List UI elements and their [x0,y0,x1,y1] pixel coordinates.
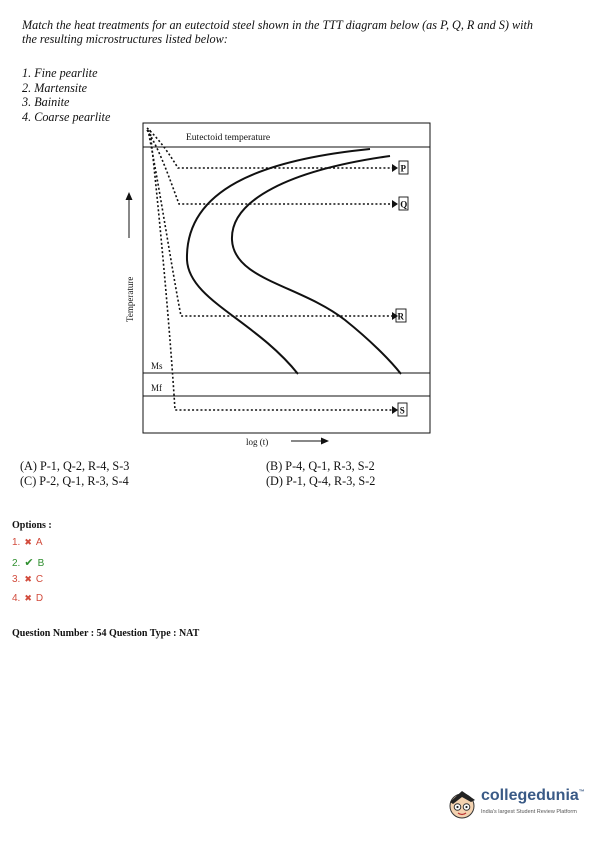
option-letter: C [35,574,44,585]
arrowhead-s [392,406,398,414]
option-item-a[interactable] [12,537,43,548]
choice-c: (C) P-2, Q-1, R-3, S-4 [20,474,129,488]
svg-text:S: S [399,405,405,416]
collegedunia-logo[interactable] [445,785,585,825]
option-letter: D [35,593,44,604]
cooling-path-s [150,130,392,410]
finish-curve [232,156,401,374]
path-label-r [396,309,406,322]
mf-label: Mf [151,383,162,393]
svg-text:Q: Q [400,199,408,210]
option-letter: A [35,537,43,548]
check-icon: ✔ [24,557,34,569]
svg-text:P: P [400,163,406,174]
arrowhead-q [392,200,398,208]
ms-label: Ms [151,361,163,371]
list-item: 4. Coarse pearlite [22,109,111,124]
cooling-path-r [148,130,392,316]
list-item: 1. Fine pearlite [22,66,98,80]
path-label-q [399,197,408,210]
choice-b: (B) P-4, Q-1, R-3, S-2 [266,459,375,473]
list-item: 3. Bainite [22,95,70,109]
start-curve [187,149,370,374]
option-number: 1. [12,537,21,548]
option-item-d[interactable] [12,593,43,604]
option-number: 4. [12,593,21,604]
eutectoid-label: Eutectoid temperature [186,133,271,143]
y-axis-label: Temperature [125,276,135,322]
svg-text:R: R [397,311,404,322]
arrowhead-p [392,164,398,172]
option-letter: B [37,558,45,569]
option-item-b[interactable] [12,556,44,569]
question-text: Match the heat treatments for an eutectoid steel shown in the TTT diagram below (as P, Q, R and S) with the resulting microstructures listed below: [22,18,533,46]
path-label-p [399,161,408,174]
question-info: Question Number : 54 Question Type : NAT [12,628,200,639]
cross-icon: ✖ [24,593,32,603]
list-item: 2. Martensite [22,80,87,95]
path-label-s [398,403,407,416]
choice-d: (D) P-1, Q-4, R-3, S-2 [266,474,376,488]
logo-text: collegedunia™ [481,787,585,804]
options-title: Options : [12,520,52,531]
option-item-c[interactable] [12,574,43,585]
logo-tagline: India's largest Student Review Platform [481,809,577,815]
mascot-icon [445,787,479,821]
x-axis-label: log (t) [246,437,269,447]
cross-icon: ✖ [24,574,32,584]
choice-a: (A) P-1, Q-2, R-4, S-3 [20,459,130,473]
diagram-frame [143,123,430,433]
option-number: 2. [12,558,21,569]
cross-icon: ✖ [24,537,32,547]
option-number: 3. [12,574,21,585]
